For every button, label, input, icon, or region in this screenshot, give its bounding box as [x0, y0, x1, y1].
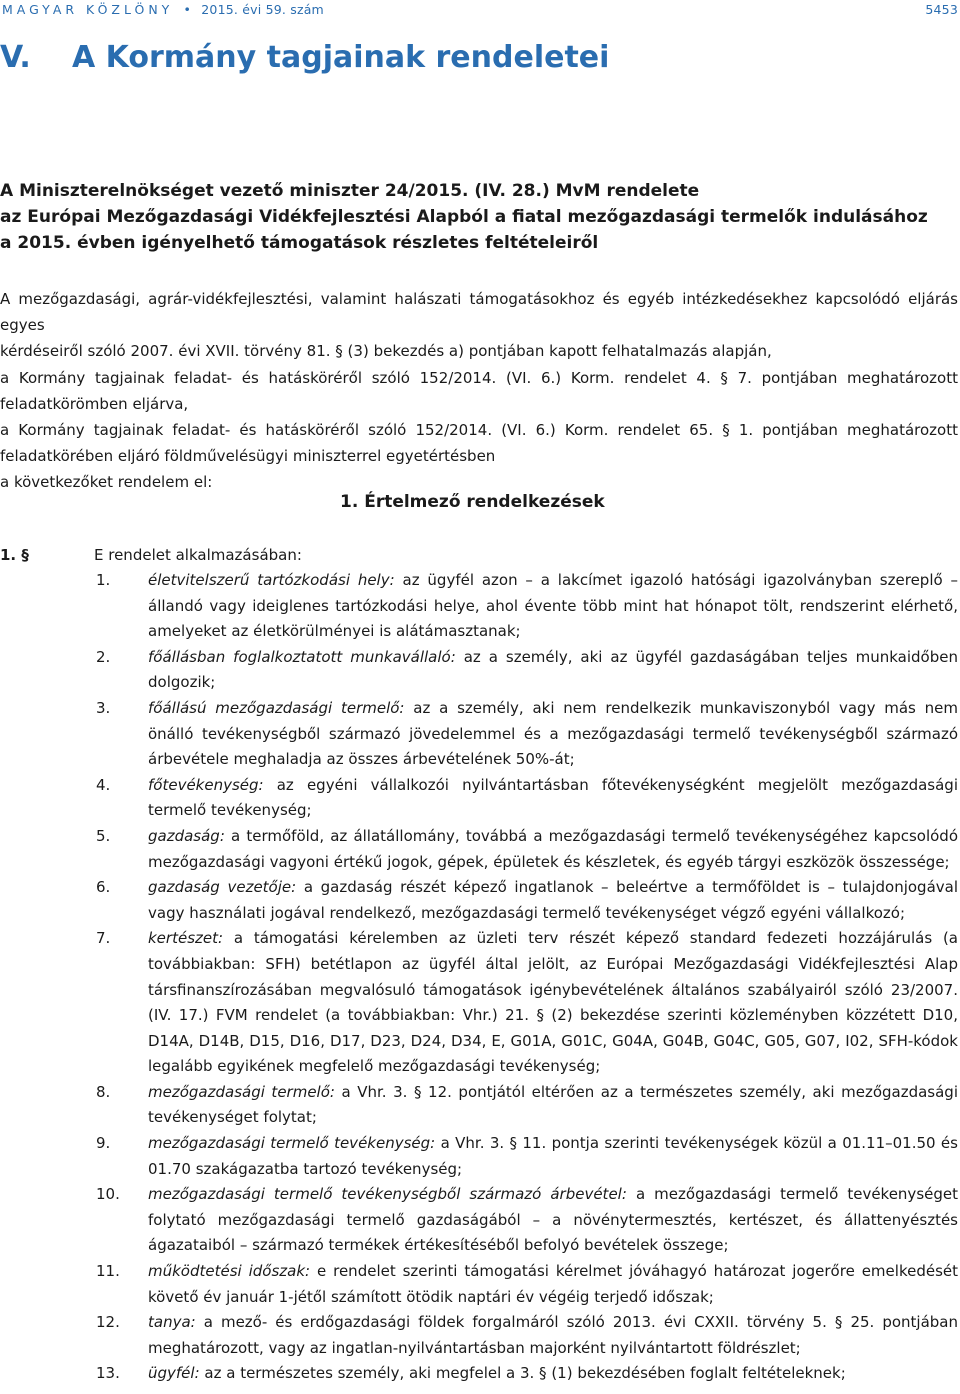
- definition-number: 8.: [96, 1082, 111, 1101]
- definition-text: [148, 875, 958, 926]
- definition-item: [0, 1080, 958, 1131]
- definition-number: 6.: [96, 878, 111, 897]
- definition-term: működtetési időszak:: [148, 1262, 311, 1281]
- paragraph-intro: E rendelet alkalmazásában:: [94, 546, 302, 564]
- section-heading: 1. Értelmező rendelkezések: [340, 492, 605, 512]
- decree-title-line: az Európai Mezőgazdasági Vidékfejlesztési Alapból a fiatal mezőgazdasági termelők indulásához: [0, 207, 928, 227]
- definition-item: [0, 824, 958, 875]
- definition-number: 5.: [96, 826, 111, 845]
- definition-item: [0, 926, 958, 1080]
- definition-number: 2.: [96, 647, 111, 666]
- definition-item: [0, 568, 958, 645]
- definition-body: a támogatási kérelemben az üzleti terv részét képező standard fedezeti hozzájárulás (a továbbiakban: SFH) betétlapon az ügyfél által jelölt, az Európai Mezőgazdasági Vidékfejlesztési Alap társfinanszírozásában megvalósuló támogatások igénybevételének általános szabályairól szóló 23/2007. (IV. 17.) FVM rendelet (a továbbiakban: Vhr.) 21. § (2) bekezdése szerinti közleményben közzétett D10, D14A, D14B, D15, D16, D17, D23, D24, D34, E, G01A, G01C, G04A, G04B, G04C, G05, G07, I02, SFH-kódok legalább egyikének megfelelő mezőgazdasági tevékenység;: [148, 929, 958, 1076]
- preamble-line: a Kormány tagjainak feladat- és hatásköréről szóló 152/2014. (VI. 6.) Korm. rendelet 4. § 7. pontjában meghatározott: [0, 368, 958, 387]
- definition-item: [0, 773, 958, 824]
- preamble-line: kérdéseiről szóló 2007. évi XVII. törvény 81. § (3) bekezdés a) pontjában kapott felhatalmazás alapján,: [0, 342, 772, 361]
- page-number: 5453: [925, 2, 958, 17]
- preamble: [0, 286, 958, 496]
- definition-text: [148, 1361, 958, 1387]
- definition-body: a Vhr. 3. § 12. pontjától eltérően az a természetes személy, aki mezőgazdasági tevékenységet folytat;: [148, 1082, 958, 1127]
- preamble-line: A mezőgazdasági, agrár-vidékfejlesztési, valamint halászati támogatásokhoz és egyéb intézkedésekhez kapcsolódó eljárás egyes: [0, 290, 958, 335]
- definition-body: a Vhr. 3. § 11. pontja szerinti tevékenységek közül a 01.11–01.50 és 01.70 szakágazatba tartozó tevékenység;: [148, 1134, 958, 1178]
- definition-number: 11.: [96, 1262, 120, 1281]
- preamble-line: feladatkörömben eljárva,: [0, 394, 189, 413]
- definition-body: az a személy, aki nem rendelkezik munkaviszonyból vagy más nem önálló tevékenységből származó jövedelemmel és a mezőgazdasági termelő tevékenységből származó árbevétele meghaladja az összes árbevételének 50%-át;: [148, 698, 958, 769]
- chapter-title: A Kormány tagjainak rendeletei: [72, 40, 610, 75]
- definition-term: mezőgazdasági termelő:: [148, 1082, 335, 1101]
- definition-body: a gazdaság részét képező ingatlanok – beleértve a termőföldet is – tulajdonjogával vagy használati jogával rendelkező, mezőgazdasági termelő tevékenységet végző egyéni vállalkozó;: [148, 878, 959, 922]
- definition-term: főtevékenység:: [148, 775, 264, 794]
- definition-number: 10.: [96, 1185, 120, 1204]
- paragraph-heading: [0, 543, 960, 567]
- definition-item: [0, 1310, 958, 1361]
- definition-number: 13.: [96, 1364, 120, 1383]
- bullet-separator: •: [183, 2, 192, 17]
- journal-name: MAGYAR KÖZLÖNY: [2, 2, 174, 17]
- definition-text: [148, 773, 958, 824]
- definition-term: főállású mezőgazdasági termelő:: [148, 698, 405, 717]
- definition-text: [148, 568, 958, 645]
- definition-text: [148, 696, 958, 773]
- definition-number: 1.: [96, 571, 111, 589]
- definition-text: [148, 926, 958, 1080]
- journal-info: [2, 2, 324, 17]
- definition-text: [148, 824, 958, 875]
- definitions-list: [0, 568, 958, 1387]
- decree-title: [0, 178, 940, 256]
- definition-body: a termőföld, az állatállomány, továbbá a mezőgazdasági termelő tevékenységéhez kapcsolódó mezőgazdasági vagyoni értékű jogok, gépek, épületek és készletek, és egyéb tárgyi eszközök összessége;: [148, 826, 958, 871]
- definition-body: a mező- és erdőgazdasági földek forgalmáról szóló 2013. évi CXXII. törvény 5. § 25. pontjában meghatározott, vagy az ingatlan-nyilvántartásban majorként nyilvántartott földrészlet;: [148, 1313, 958, 1357]
- definition-term: életvitelszerű tartózkodási hely:: [148, 571, 395, 589]
- definition-item: [0, 1131, 958, 1182]
- definition-number: 3.: [96, 698, 111, 717]
- definition-text: [148, 645, 958, 696]
- issue-info: 2015. évi 59. szám: [201, 2, 324, 17]
- definition-number: 7.: [96, 929, 111, 948]
- definition-item: [0, 1361, 958, 1387]
- definition-body: az egyéni vállalkozói nyilvántartásban főtevékenységként megjelölt mezőgazdasági termelő tevékenység;: [148, 775, 958, 820]
- definition-number: 9.: [96, 1134, 111, 1153]
- preamble-line: a Kormány tagjainak feladat- és hatásköréről szóló 152/2014. (VI. 6.) Korm. rendelet 65. § 1. pontjában meghatározott: [0, 421, 958, 440]
- definition-number: 12.: [96, 1313, 120, 1332]
- definition-text: [148, 1131, 958, 1182]
- definition-term: mezőgazdasági termelő tevékenységből származó árbevétel:: [148, 1185, 627, 1204]
- paragraph-number: 1. §: [0, 546, 29, 564]
- definition-text: [148, 1259, 958, 1310]
- definition-text: [148, 1310, 958, 1361]
- decree-title-line: A Miniszterelnökséget vezető miniszter 24/2015. (IV. 28.) MvM rendelete: [0, 181, 700, 201]
- definition-body: az ügyfél azon – a lakcímet igazoló hatósági igazolványban szereplő – állandó vagy ideiglenes tartózkodási helye, ahol évente több mint hat hónapot tölt, rendszerint elérhető, amelyeket az életkörülményei is alátámasztanak;: [148, 571, 958, 641]
- definition-term: gazdaság vezetője:: [148, 878, 297, 897]
- preamble-line: a következőket rendelem el:: [0, 473, 213, 492]
- preamble-line: feladatkörében eljáró földművelésügyi miniszterrel egyetértésben: [0, 447, 496, 466]
- chapter-number: V.: [0, 40, 31, 75]
- definition-term: tanya:: [148, 1313, 196, 1332]
- definition-item: [0, 1259, 958, 1310]
- definition-term: mezőgazdasági termelő tevékenység:: [148, 1134, 436, 1153]
- definition-body: e rendelet szerinti támogatási kérelmet jóváhagyó határozat jogerőre emelkedését követő év január 1-jétől számított ötödik naptári év végéig terjedő időszak;: [148, 1262, 958, 1306]
- running-header: [0, 0, 960, 24]
- definition-body: az a személy, aki az ügyfél gazdaságában teljes munkaidőben dolgozik;: [148, 647, 958, 692]
- definition-term: kertészet:: [148, 929, 224, 948]
- definition-body: az a természetes személy, aki megfelel a 3. § (1) bekezdésében foglalt feltételeknek;: [199, 1364, 846, 1383]
- decree-title-line: a 2015. évben igényelhető támogatások részletes feltételeiről: [0, 233, 599, 253]
- definition-item: [0, 696, 958, 773]
- definition-text: [148, 1182, 958, 1259]
- definition-item: [0, 645, 958, 696]
- definition-item: [0, 1182, 958, 1259]
- definition-term: gazdaság:: [148, 826, 225, 845]
- definition-body: a mezőgazdasági termelő tevékenységet folytató mezőgazdasági termelő gazdaságából – a növénytermesztés, kertészet, és állattenyésztés ágazataiból – származó termékek értékesítéséből befolyó bevételek összege;: [148, 1185, 958, 1255]
- definition-term: főállásban foglalkoztatott munkavállaló:: [148, 647, 456, 666]
- definition-number: 4.: [96, 775, 111, 794]
- chapter-heading: [0, 40, 609, 75]
- definition-item: [0, 875, 958, 926]
- definition-term: ügyfél:: [148, 1364, 200, 1383]
- definition-text: [148, 1080, 958, 1131]
